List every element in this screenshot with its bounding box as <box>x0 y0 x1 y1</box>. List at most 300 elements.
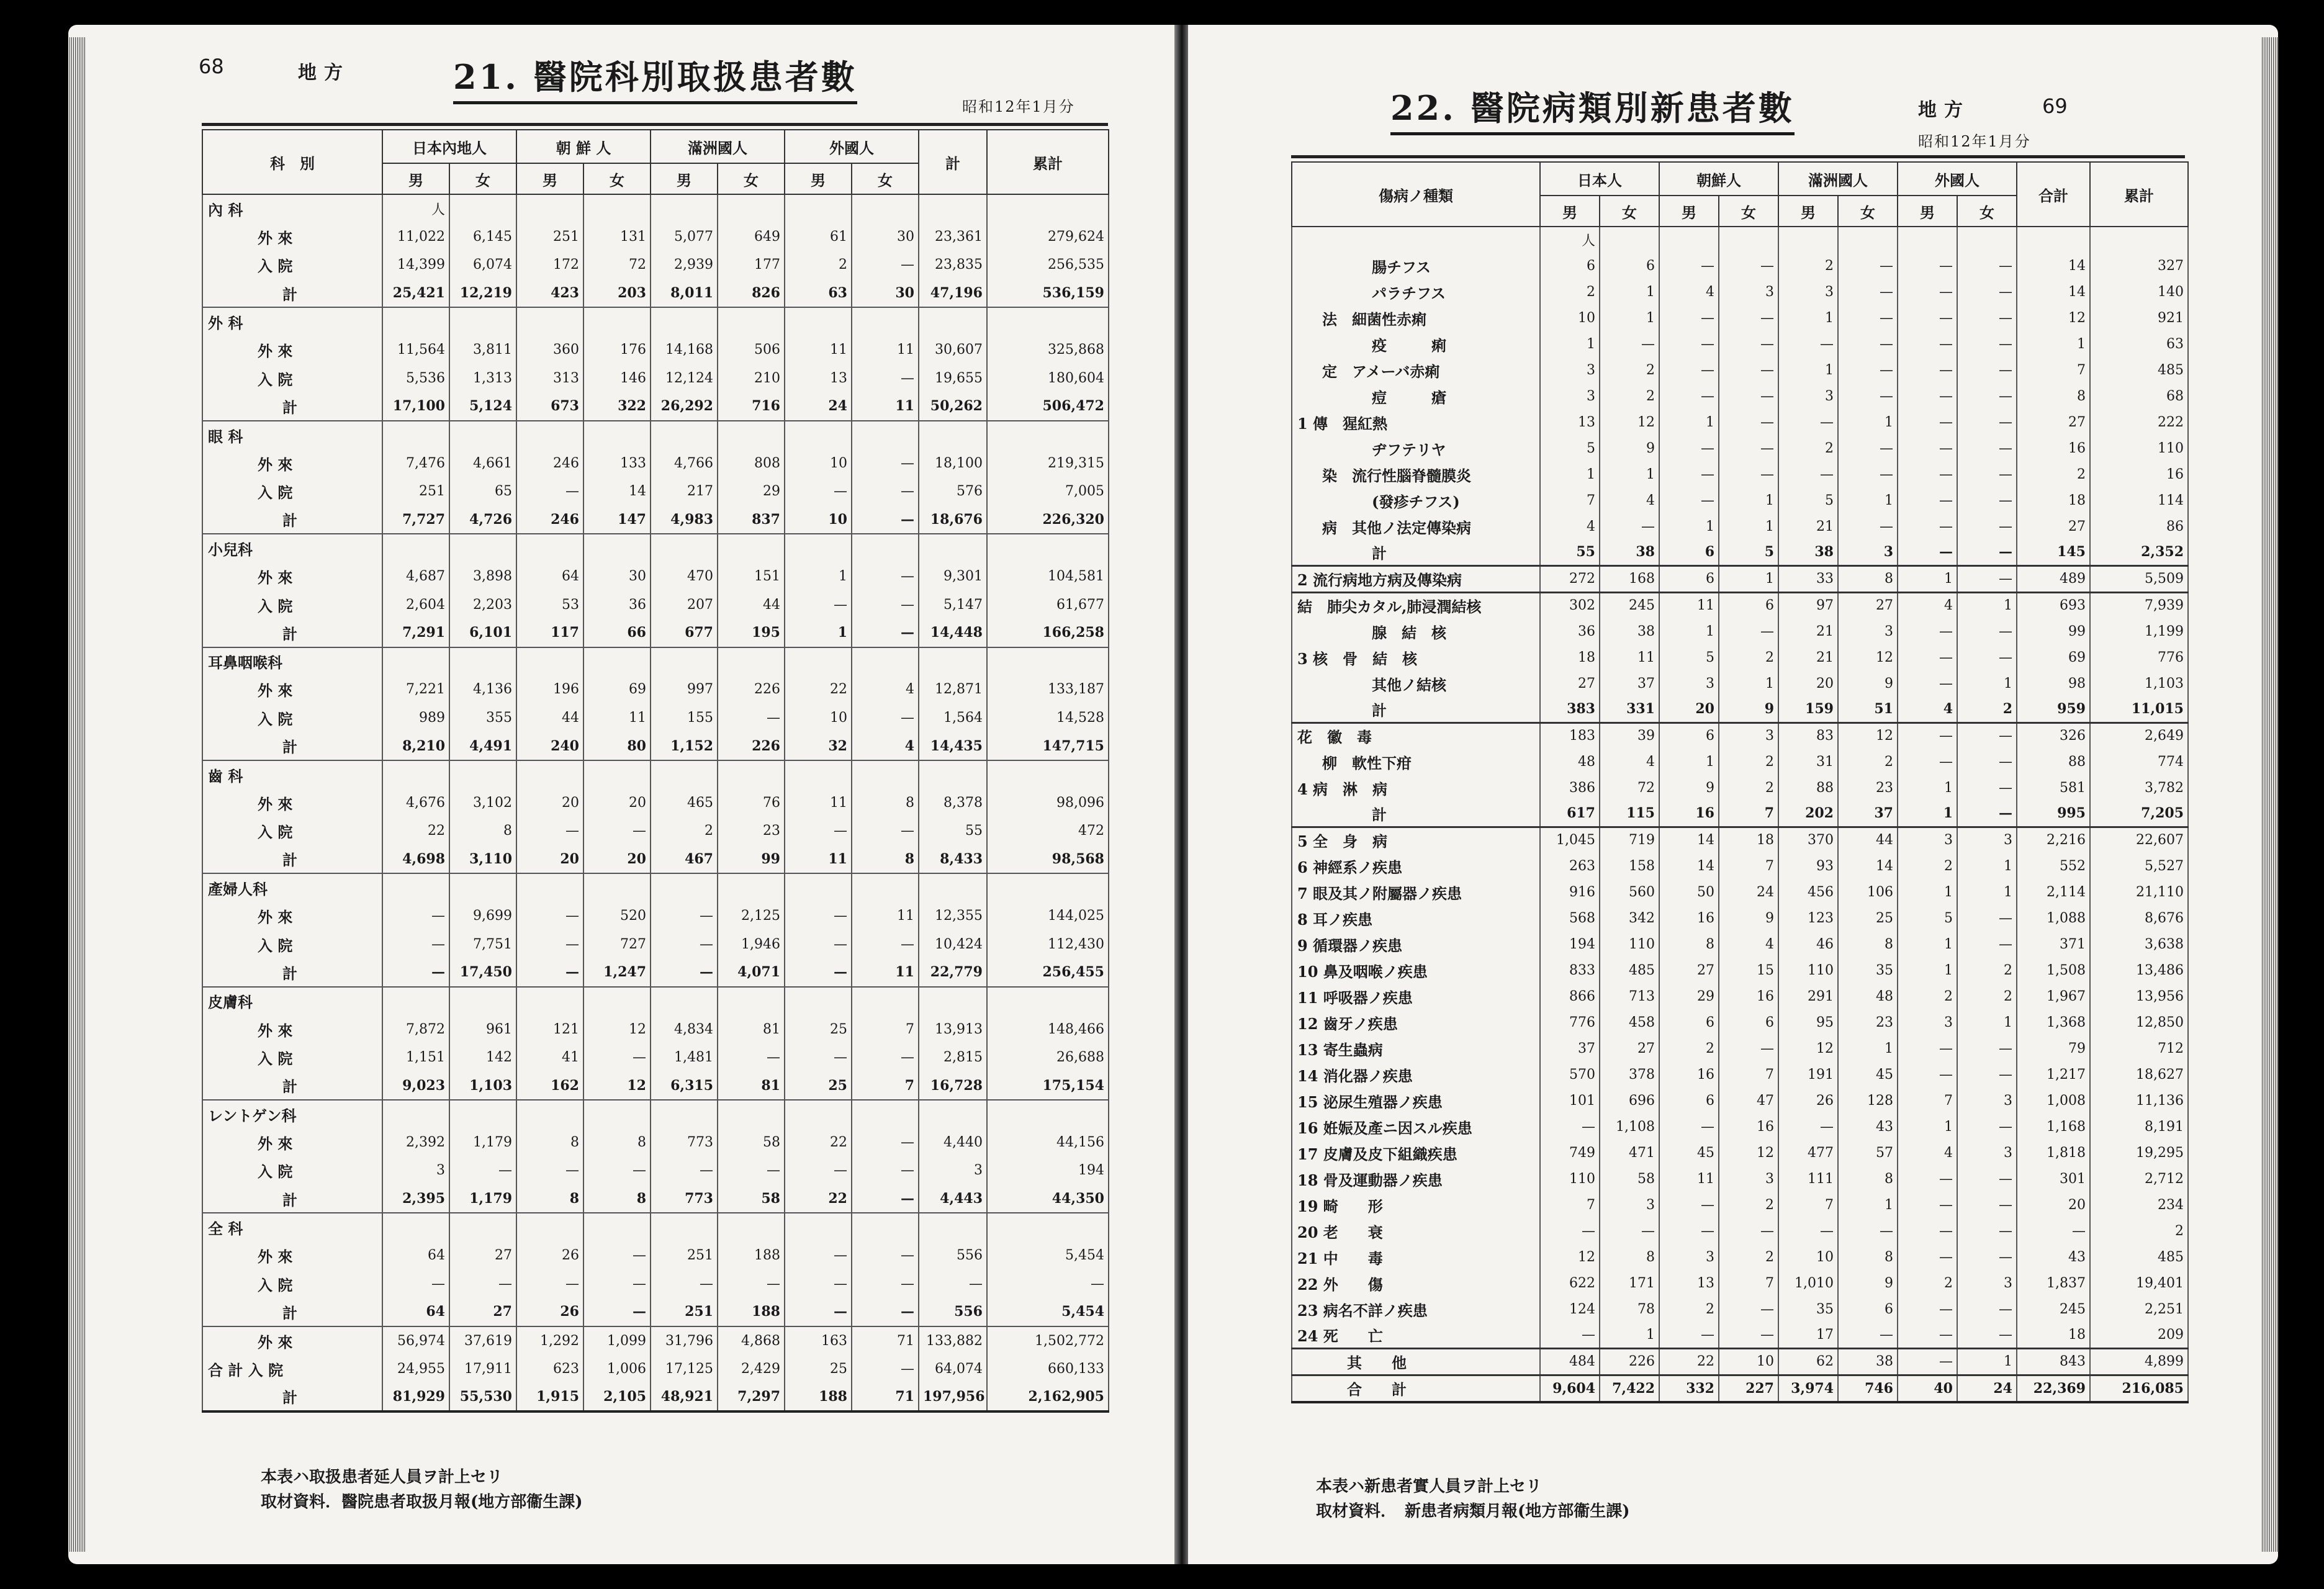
table-cell: 1 <box>1838 409 1898 435</box>
table-cell: 81 <box>718 1071 785 1100</box>
table-cell: 1 <box>785 562 852 591</box>
table-cell: 8 <box>1838 1244 1898 1270</box>
table-cell <box>785 760 852 789</box>
table-row <box>202 1241 1109 1270</box>
table-cell: 843 <box>2017 1348 2090 1375</box>
table-cell: 12,219 <box>449 279 516 308</box>
table-cell: 3 <box>1719 279 1778 305</box>
table-row <box>202 1298 1109 1326</box>
table-cell: — <box>1957 461 2017 487</box>
table-cell: 1 <box>1659 513 1719 539</box>
table-cell: — <box>785 902 852 930</box>
table-cell: 1 <box>1719 513 1778 539</box>
table-row <box>202 562 1109 591</box>
table-cell: — <box>1659 1114 1719 1140</box>
table-cell: 27 <box>1659 957 1719 983</box>
row-label: 入 院 <box>202 477 382 506</box>
table-cell: 2 <box>1778 435 1838 461</box>
table-cell <box>2090 227 2188 253</box>
table-row <box>202 1383 1109 1411</box>
table-cell: 69 <box>583 675 651 704</box>
table-cell: 1,168 <box>2017 1114 2090 1140</box>
table-cell: — <box>1898 1192 1957 1218</box>
table-cell: 4 <box>1600 749 1659 775</box>
table-cell <box>852 873 919 902</box>
table-cell <box>516 1213 583 1241</box>
table-cell: 18 <box>2017 1322 2090 1348</box>
header-foreign: 外國人 <box>785 130 919 163</box>
table-cell: 7,727 <box>382 506 449 534</box>
table-cell: 22 <box>785 1128 852 1157</box>
table-cell: 3,102 <box>449 788 516 817</box>
header-foreign: 外國人 <box>1898 162 2017 196</box>
table-cell: — <box>1719 253 1778 279</box>
table-cell: 195 <box>718 619 785 647</box>
row-label: 痘 瘡 <box>1292 383 1540 409</box>
table-cell <box>919 194 987 223</box>
table-cell: 2,392 <box>382 1128 449 1157</box>
table-cell: — <box>1778 1114 1838 1140</box>
table-row <box>202 392 1109 421</box>
table-cell: 12 <box>1600 409 1659 435</box>
table-cell: 378 <box>1600 1061 1659 1087</box>
table-cell: — <box>785 477 852 506</box>
table-cell: 44 <box>718 590 785 619</box>
table-cell <box>583 760 651 789</box>
table-cell: — <box>516 1156 583 1185</box>
table-cell: 101 <box>1540 1087 1600 1114</box>
table-cell: 251 <box>382 477 449 506</box>
table-row <box>202 987 1109 1015</box>
table-cell: 1 <box>1957 670 2017 696</box>
table-cell <box>651 421 718 449</box>
table-cell: 17,450 <box>449 958 516 987</box>
table-row <box>202 449 1109 477</box>
row-label: 腺 結 核 <box>1292 618 1540 644</box>
table-cell: 2 <box>1778 253 1838 279</box>
table-cell: — <box>852 1156 919 1185</box>
row-label: 法 細菌性赤痢 <box>1292 305 1540 331</box>
table-cell: 2 <box>1838 749 1898 775</box>
table-cell: 773 <box>651 1128 718 1157</box>
table-cell: 506 <box>718 336 785 364</box>
table-cell: 83 <box>1778 722 1838 749</box>
table-cell: 209 <box>2090 1322 2188 1348</box>
table-cell: 1 <box>1600 461 1659 487</box>
table-cell: 5,124 <box>449 392 516 421</box>
table-cell: 6,315 <box>651 1071 718 1100</box>
table-cell: 7,291 <box>382 619 449 647</box>
table-cell: 7 <box>1540 1192 1600 1218</box>
table-cell: 158 <box>1600 853 1659 879</box>
table-cell: 27 <box>1600 1035 1659 1061</box>
table-cell: — <box>1957 618 2017 644</box>
table-cell: 147 <box>583 506 651 534</box>
table-row <box>202 817 1109 845</box>
table-cell: 45 <box>1838 1061 1898 1087</box>
row-label: 眼 科 <box>202 421 382 449</box>
table-cell: 1 <box>1898 957 1957 983</box>
table-cell: 30,607 <box>919 336 987 364</box>
table-cell <box>651 534 718 562</box>
table-cell <box>919 760 987 789</box>
table-cell: 326 <box>2017 722 2090 749</box>
table-cell: 6,145 <box>449 223 516 251</box>
table-cell: 99 <box>2017 618 2090 644</box>
table-cell: — <box>1957 539 2017 565</box>
table-cell: — <box>1898 1218 1957 1244</box>
table-cell: 7 <box>1719 853 1778 879</box>
table-cell <box>651 873 718 902</box>
table-cell: 1,508 <box>2017 957 2090 983</box>
table-cell: — <box>852 1354 919 1383</box>
table-cell: 6 <box>1600 253 1659 279</box>
table-cell: 1 <box>1898 565 1957 592</box>
table-cell: 2,162,905 <box>987 1383 1109 1411</box>
table-cell: 27 <box>2017 513 2090 539</box>
table-cell: 1,915 <box>516 1383 583 1411</box>
table-cell: 19,401 <box>2090 1270 2188 1296</box>
table-cell: — <box>449 1156 516 1185</box>
table-cell <box>382 1100 449 1128</box>
table-cell: 2 <box>1719 1192 1778 1218</box>
table-cell: — <box>785 817 852 845</box>
table-cell: — <box>1898 461 1957 487</box>
table-cell: 191 <box>1778 1061 1838 1087</box>
table-cell: 12,850 <box>2090 1009 2188 1035</box>
row-label: 計 <box>202 1383 382 1411</box>
table-cell <box>987 647 1109 676</box>
table-cell: 6 <box>1659 1087 1719 1114</box>
table-cell: — <box>1957 1192 2017 1218</box>
table-cell <box>651 987 718 1015</box>
subheader-male: 男 <box>1540 196 1600 227</box>
table-cell: 623 <box>516 1354 583 1383</box>
table-cell: 188 <box>718 1241 785 1270</box>
header-japanese: 日本內地人 <box>382 130 516 163</box>
table-cell: 151 <box>718 562 785 591</box>
table-cell: 9 <box>1659 775 1719 801</box>
table-cell: — <box>382 1270 449 1299</box>
row-label: 16 姙娠及產ニ因スル疾患 <box>1292 1114 1540 1140</box>
table-cell: 163 <box>785 1326 852 1355</box>
table-row <box>1292 1009 2188 1035</box>
table-cell: — <box>1719 1035 1778 1061</box>
table-cell: 251 <box>516 223 583 251</box>
table-cell: 45 <box>1659 1140 1719 1166</box>
table-cell: — <box>1838 1322 1898 1348</box>
row-label: 外 來 <box>202 223 382 251</box>
table-cell: 4 <box>1659 279 1719 305</box>
table-cell: 383 <box>1540 696 1600 722</box>
table-row <box>1292 383 2188 409</box>
table-cell: 746 <box>1838 1375 1898 1402</box>
table-cell: 8 <box>516 1185 583 1213</box>
table-cell: 456 <box>1778 879 1838 905</box>
table-cell: 355 <box>449 704 516 732</box>
table-cell: 66 <box>583 619 651 647</box>
table-cell: 80 <box>583 732 651 760</box>
table-cell: — <box>1719 618 1778 644</box>
table-cell: — <box>785 1241 852 1270</box>
table-cell: — <box>1838 383 1898 409</box>
table-cell: 1 <box>1898 775 1957 801</box>
table-cell <box>1957 227 2017 253</box>
table-cell: 7 <box>2017 357 2090 383</box>
row-label: 齒 科 <box>202 760 382 789</box>
table-cell: 4 <box>1540 513 1600 539</box>
table-cell: 88 <box>1778 775 1838 801</box>
table-cell: — <box>583 1156 651 1185</box>
table-cell: 50,262 <box>919 392 987 421</box>
table-cell: — <box>1838 461 1898 487</box>
table-row <box>202 251 1109 279</box>
table-cell: 121 <box>516 1015 583 1043</box>
table-cell: 22 <box>785 675 852 704</box>
table-cell <box>516 647 583 676</box>
table-row <box>1292 409 2188 435</box>
table-cell: 29 <box>718 477 785 506</box>
right-table-date: 昭和12年1月分 <box>1918 133 2031 150</box>
table-cell: 4,726 <box>449 506 516 534</box>
table-cell: 1,151 <box>382 1043 449 1072</box>
table-cell: 251 <box>651 1298 718 1326</box>
row-label: 10 鼻及咽喉ノ疾患 <box>1292 957 1540 983</box>
table-cell: — <box>1898 1348 1957 1375</box>
row-label: 入 院 <box>202 704 382 732</box>
table-cell: 4,443 <box>919 1185 987 1213</box>
table-cell: — <box>1838 513 1898 539</box>
table-cell: — <box>1898 539 1957 565</box>
row-label: 計 <box>202 1071 382 1100</box>
row-label: 計 <box>202 732 382 760</box>
table-cell: — <box>382 902 449 930</box>
table-cell: 1,008 <box>2017 1087 2090 1114</box>
table-cell: — <box>1957 357 2017 383</box>
table-cell: 207 <box>651 590 718 619</box>
table-cell: 727 <box>583 930 651 958</box>
table-cell: 4,661 <box>449 449 516 477</box>
table-cell: 58 <box>718 1185 785 1213</box>
table-cell: 11,022 <box>382 223 449 251</box>
table-cell: 2,604 <box>382 590 449 619</box>
row-label: 入 院 <box>202 1043 382 1072</box>
table-cell: 86 <box>2090 513 2188 539</box>
table-row <box>202 1326 1109 1355</box>
table-row <box>1292 853 2188 879</box>
row-label: 計 <box>1292 539 1540 565</box>
table-cell: 10 <box>1540 305 1600 331</box>
table-cell <box>651 1213 718 1241</box>
table-cell: — <box>1898 253 1957 279</box>
table-row <box>202 958 1109 987</box>
book-spread <box>68 25 2278 1564</box>
table-cell: 21 <box>1778 513 1838 539</box>
table-cell: — <box>516 902 583 930</box>
table-cell: 2 <box>1898 1270 1957 1296</box>
table-cell: 21 <box>1778 644 1838 670</box>
table-cell: 2 <box>1957 696 2017 722</box>
table-row <box>202 534 1109 562</box>
table-cell: — <box>1957 1322 2017 1348</box>
table-cell: — <box>1838 279 1898 305</box>
table-cell: 64,074 <box>919 1354 987 1383</box>
table-cell: 12 <box>1838 644 1898 670</box>
table-cell: 16,728 <box>919 1071 987 1100</box>
table-row <box>1292 644 2188 670</box>
table-cell: — <box>1898 279 1957 305</box>
table-cell: — <box>1898 1166 1957 1192</box>
table-cell: — <box>1957 1114 2017 1140</box>
table-cell: 673 <box>516 392 583 421</box>
table-cell: 180,604 <box>987 364 1109 393</box>
table-cell: 489 <box>2017 565 2090 592</box>
table-cell: 47 <box>1719 1087 1778 1114</box>
table-cell: 32 <box>785 732 852 760</box>
table-cell: 133,882 <box>919 1326 987 1355</box>
table-cell: 1 <box>1600 279 1659 305</box>
table-cell: 10 <box>785 506 852 534</box>
table-cell: 8,378 <box>919 788 987 817</box>
table-cell: — <box>1957 331 2017 357</box>
table-cell: 16 <box>1719 983 1778 1009</box>
table-cell: — <box>852 449 919 477</box>
table-cell: 246 <box>516 506 583 534</box>
table-cell: 219,315 <box>987 449 1109 477</box>
table-cell: 93 <box>1778 853 1838 879</box>
table-cell: 712 <box>2090 1035 2188 1061</box>
row-label: 15 泌尿生殖器ノ疾患 <box>1292 1087 1540 1114</box>
table-cell: — <box>2017 1218 2090 1244</box>
table-cell: 961 <box>449 1015 516 1043</box>
table-cell: 112,430 <box>987 930 1109 958</box>
table-cell: 9 <box>1838 670 1898 696</box>
table-cell: 3,110 <box>449 845 516 874</box>
table-cell: 327 <box>2090 253 2188 279</box>
table-cell <box>449 421 516 449</box>
table-row <box>1292 1296 2188 1322</box>
table-cell: 989 <box>382 704 449 732</box>
right-notes <box>1316 1474 1630 1524</box>
table-cell <box>987 760 1109 789</box>
row-label: 6 神經系ノ疾患 <box>1292 853 1540 879</box>
table-cell: 22,779 <box>919 958 987 987</box>
page-edges-right <box>2261 37 2278 1552</box>
table-cell <box>583 421 651 449</box>
table-cell: 10 <box>785 449 852 477</box>
table-cell: — <box>1719 1218 1778 1244</box>
table-cell <box>1659 227 1719 253</box>
table-cell: 99 <box>718 845 785 874</box>
table-cell: 3 <box>1957 827 2017 853</box>
table-cell: 104,581 <box>987 562 1109 591</box>
table-cell: — <box>651 930 718 958</box>
table-cell <box>449 647 516 676</box>
table-cell: 8 <box>1659 931 1719 957</box>
table-cell: — <box>1838 1218 1898 1244</box>
row-label: 入 院 <box>202 817 382 845</box>
subheader-male: 男 <box>516 163 583 194</box>
table-cell: 148,466 <box>987 1015 1109 1043</box>
table-row <box>202 704 1109 732</box>
table-cell: 1 <box>1600 1322 1659 1348</box>
table-cell: — <box>1719 461 1778 487</box>
table-cell: 人 <box>382 194 449 223</box>
table-cell: 9 <box>1600 435 1659 461</box>
table-row <box>202 223 1109 251</box>
table-row <box>1292 513 2188 539</box>
table-cell: 144,025 <box>987 902 1109 930</box>
table-cell: 117 <box>516 619 583 647</box>
table-cell: 24 <box>785 392 852 421</box>
table-cell: — <box>718 1043 785 1072</box>
table-cell: — <box>1600 331 1659 357</box>
table-cell: 4,834 <box>651 1015 718 1043</box>
row-label: 入 院 <box>202 930 382 958</box>
table-cell: 370 <box>1778 827 1838 853</box>
table-cell: 12 <box>1540 1244 1600 1270</box>
table-cell: 14,435 <box>919 732 987 760</box>
table-cell: 31,796 <box>651 1326 718 1355</box>
row-label: 染 流行性腦脊髓膜炎 <box>1292 461 1540 487</box>
table-cell: 183 <box>1540 722 1600 749</box>
table-cell <box>516 194 583 223</box>
table-cell: 48 <box>1838 983 1898 1009</box>
table-cell <box>785 873 852 902</box>
table-cell: 16 <box>2090 461 2188 487</box>
table-cell: 6,101 <box>449 619 516 647</box>
header-korean: 朝 鮮 人 <box>516 130 651 163</box>
table-cell: 1,481 <box>651 1043 718 1072</box>
table-cell: 20 <box>1778 670 1838 696</box>
table-cell: — <box>1659 305 1719 331</box>
header-manchukuo: 滿洲國人 <box>651 130 785 163</box>
table-cell: 8 <box>2017 383 2090 409</box>
table-cell: 23,835 <box>919 251 987 279</box>
table-cell: 251 <box>651 1241 718 1270</box>
table-cell: — <box>1778 409 1838 435</box>
table-cell: — <box>718 1156 785 1185</box>
table-cell: 3 <box>1540 357 1600 383</box>
table-cell <box>583 987 651 1015</box>
right-top-rule <box>1291 155 2185 158</box>
table-row <box>1292 1140 2188 1166</box>
table-cell: 1,010 <box>1778 1270 1838 1296</box>
table-cell: 1,217 <box>2017 1061 2090 1087</box>
table-cell: 995 <box>2017 801 2090 827</box>
table-cell: 22 <box>785 1185 852 1213</box>
table-cell <box>516 760 583 789</box>
table-cell: 27 <box>449 1241 516 1270</box>
table-row <box>1292 618 2188 644</box>
table-cell <box>651 194 718 223</box>
row-label: 耳鼻咽喉科 <box>202 647 382 676</box>
table-cell <box>651 647 718 676</box>
table-cell <box>516 307 583 336</box>
table-cell: 6 <box>1659 539 1719 565</box>
table-cell: 203 <box>583 279 651 308</box>
table-cell <box>516 421 583 449</box>
row-label: 合 計 <box>1292 1375 1540 1402</box>
table-cell: 98 <box>2017 670 2090 696</box>
table-cell <box>785 1213 852 1241</box>
table-cell: 808 <box>718 449 785 477</box>
table-row <box>202 732 1109 760</box>
table-cell: — <box>1719 383 1778 409</box>
table-cell: 245 <box>2017 1296 2090 1322</box>
table-cell: 79 <box>2017 1035 2090 1061</box>
table-cell: 7,872 <box>382 1015 449 1043</box>
